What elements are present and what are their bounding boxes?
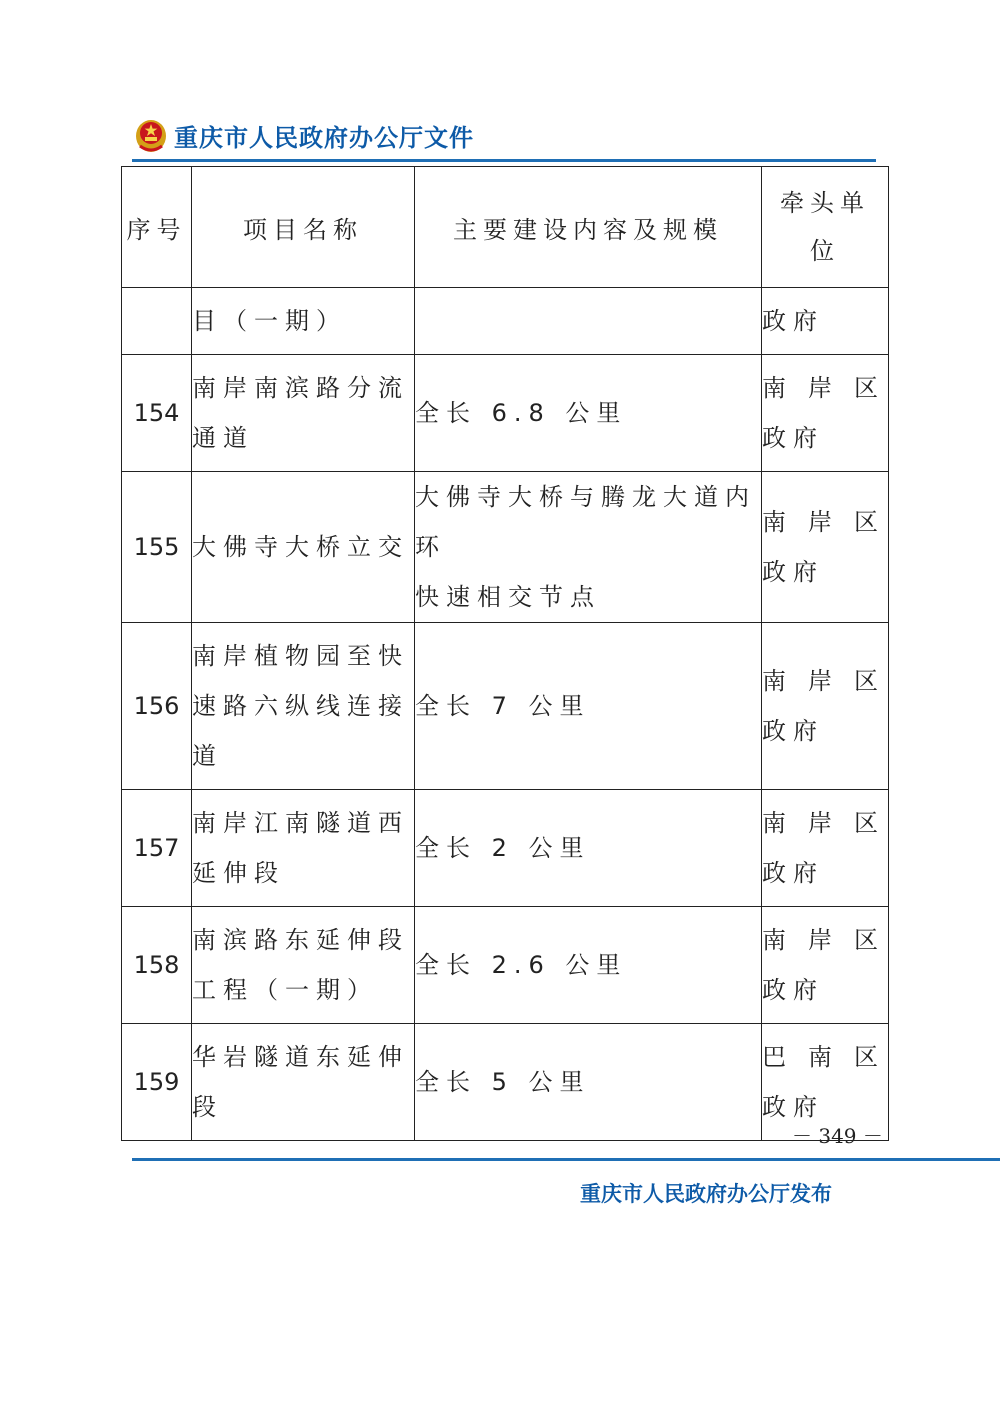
text-line: 全长 7 公里	[415, 692, 591, 720]
text-line: 段	[192, 1093, 223, 1121]
footer-publisher: 重庆市人民政府办公厅发布	[580, 1181, 832, 1206]
text-line: 南岸植物园至快	[192, 642, 409, 670]
cell-project-name	[192, 623, 415, 790]
cell-content	[415, 1024, 762, 1141]
cell-project-name	[192, 1024, 415, 1141]
document-header-title: 重庆市人民政府办公厅文件	[174, 122, 474, 152]
text-line: 南岸区	[762, 667, 900, 695]
project-table	[121, 166, 900, 1141]
text-line: 快速相交节点	[415, 583, 601, 611]
text-line: 政府	[762, 1093, 824, 1121]
column-header-name: 项目名称	[192, 167, 415, 288]
text-line: 工程（一期）	[192, 976, 378, 1004]
cell-project-name	[192, 907, 415, 1024]
cell-unit	[762, 790, 900, 907]
cell-content	[415, 907, 762, 1024]
text-line: 南岸区	[762, 926, 900, 954]
text-line: 全长 5 公里	[415, 1068, 591, 1096]
text-line: 南岸区	[762, 374, 900, 402]
header-divider	[132, 159, 876, 162]
text-line: 目（一期）	[192, 307, 347, 335]
text-line: 全长 6.8 公里	[415, 399, 628, 427]
cell-project-name	[192, 355, 415, 472]
cell-project-name	[192, 288, 415, 355]
text-line: 南岸区	[762, 809, 900, 837]
column-header-content: 主要建设内容及规模	[415, 167, 762, 288]
text-line: 政府	[762, 859, 824, 887]
text-line: 速路六纵线连接	[192, 692, 409, 720]
text-line: 南岸南滨路分流	[192, 374, 409, 402]
text-line: 大佛寺大桥与腾龙大道内环	[415, 483, 756, 561]
document-header	[134, 112, 474, 158]
table-row	[122, 623, 889, 790]
cell-index: 157	[122, 790, 192, 907]
column-header-unit-line: 牵头单	[780, 189, 870, 217]
table-header-row	[122, 167, 889, 288]
text-line: 政府	[762, 558, 824, 586]
table-row	[122, 1024, 889, 1141]
table-row	[122, 790, 889, 907]
cell-unit	[762, 907, 900, 1024]
text-line: 大佛寺大桥立交	[192, 533, 409, 561]
text-line: 巴南区	[762, 1043, 900, 1071]
cell-unit	[762, 355, 900, 472]
cell-index: 154	[122, 355, 192, 472]
table-row-continuation	[122, 288, 889, 355]
cell-project-name	[192, 472, 415, 623]
table-row	[122, 472, 889, 623]
cell-content	[415, 288, 762, 355]
cell-index: 158	[122, 907, 192, 1024]
column-header-unit-line: 位	[810, 237, 840, 265]
cell-index: 155	[122, 472, 192, 623]
column-header-unit	[762, 167, 889, 288]
cell-content	[415, 790, 762, 907]
text-line: 政府	[762, 307, 824, 335]
cell-index	[122, 288, 192, 355]
cell-unit	[762, 623, 900, 790]
table-row	[122, 355, 889, 472]
cell-content	[415, 623, 762, 790]
cell-unit	[762, 472, 900, 623]
text-line: 道	[192, 742, 223, 770]
text-line: 南岸江南隧道西	[192, 809, 409, 837]
page-number: － 349 －	[792, 1124, 883, 1148]
footer-divider	[132, 1158, 1000, 1161]
cell-index: 159	[122, 1024, 192, 1141]
text-line: 政府	[762, 424, 824, 452]
cell-project-name	[192, 790, 415, 907]
text-line: 政府	[762, 717, 824, 745]
cell-content	[415, 355, 762, 472]
national-emblem-icon	[134, 116, 168, 154]
text-line: 延伸段	[192, 859, 285, 887]
table-row	[122, 907, 889, 1024]
text-line: 全长 2.6 公里	[415, 951, 628, 979]
text-line: 南滨路东延伸段	[192, 926, 409, 954]
text-line: 南岸区	[762, 508, 900, 536]
cell-index: 156	[122, 623, 192, 790]
text-line: 政府	[762, 976, 824, 1004]
text-line: 通道	[192, 424, 254, 452]
cell-content	[415, 472, 762, 623]
column-header-index: 序号	[122, 167, 192, 288]
text-line: 华岩隧道东延伸	[192, 1043, 409, 1071]
cell-unit	[762, 288, 889, 355]
text-line: 全长 2 公里	[415, 834, 591, 862]
